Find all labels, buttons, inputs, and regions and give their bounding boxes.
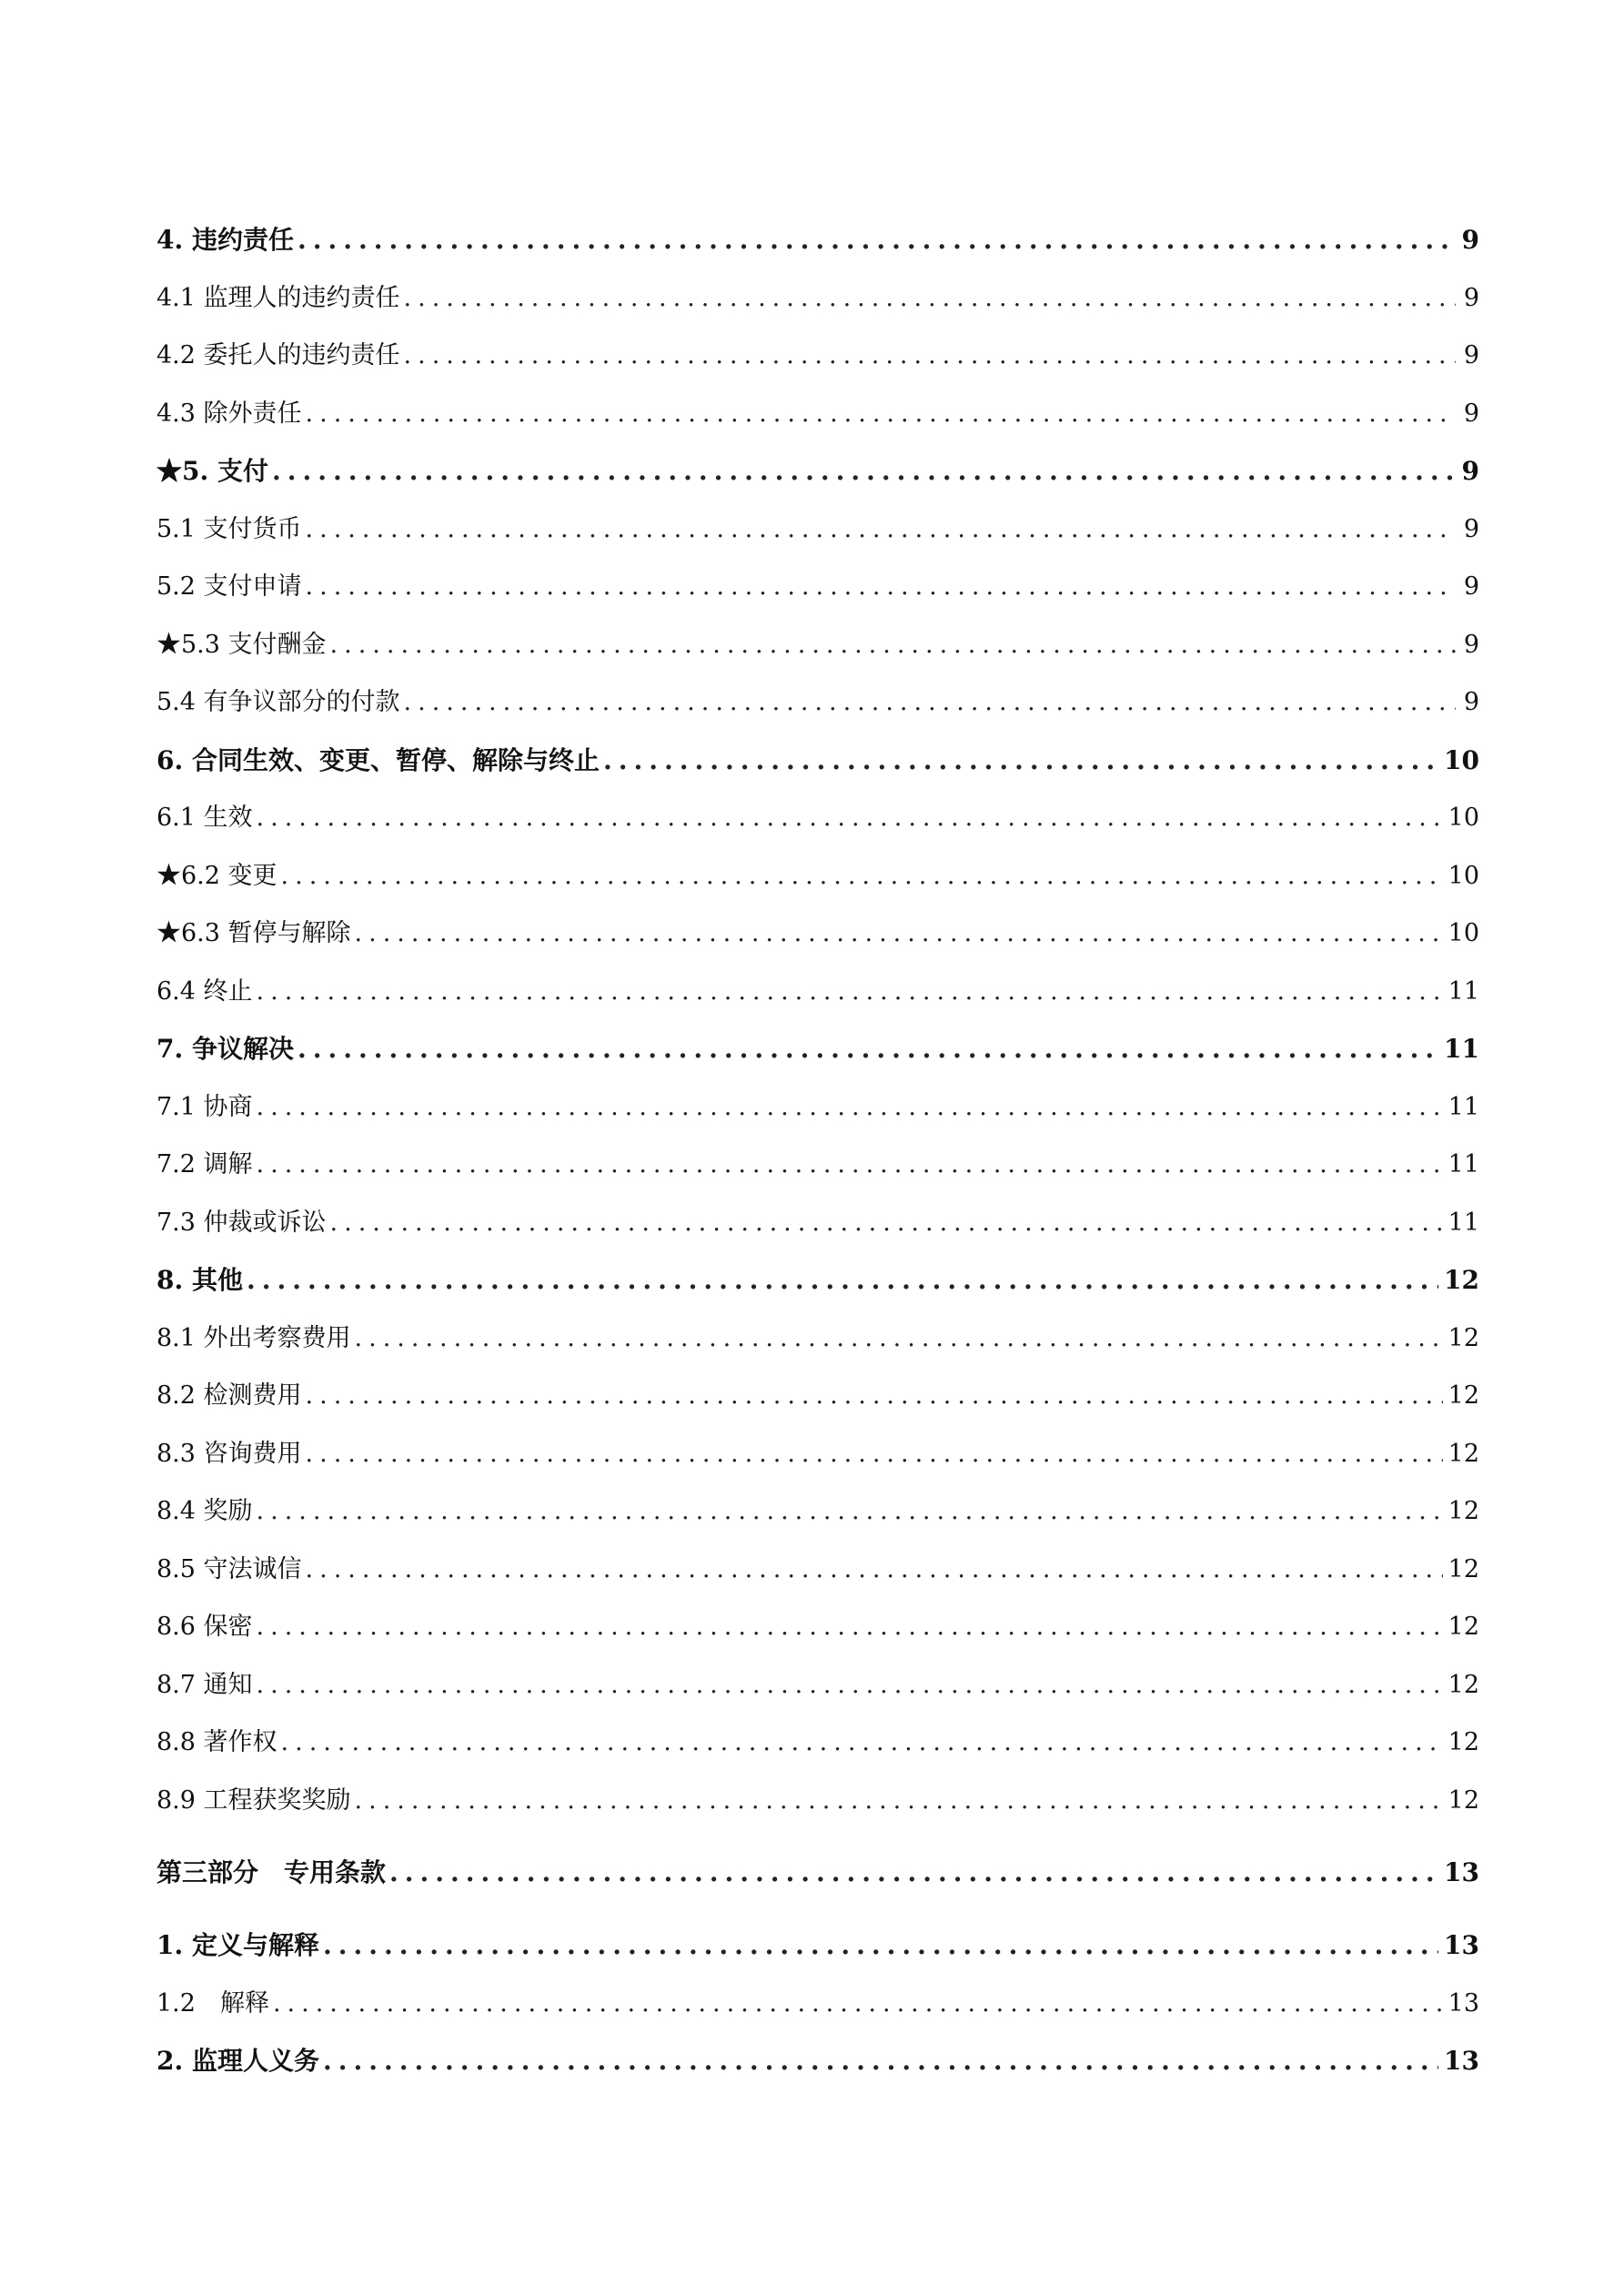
dot-leader — [306, 558, 1456, 616]
toc-entry-title: ★5. 支付 — [156, 456, 268, 486]
dot-leader — [257, 1078, 1443, 1137]
toc-entry-title: 7.1 协商 — [156, 1092, 253, 1121]
dot-leader — [389, 1836, 1438, 1909]
toc-entry-title: 8.1 外出考察费用 — [156, 1323, 351, 1352]
toc-subsection-entry[interactable] — [156, 1772, 1479, 1830]
toc-page-number: 9 — [1461, 456, 1479, 486]
toc-entry-title: 8.2 检测费用 — [156, 1381, 302, 1410]
toc-page-number: 13 — [1447, 1988, 1479, 2018]
dot-leader — [257, 963, 1443, 1021]
toc-subsection-entry[interactable] — [156, 673, 1479, 732]
toc-entry-title: 第三部分 专用条款 — [156, 1857, 387, 1887]
toc-entry-title: 5.1 支付货币 — [156, 514, 302, 543]
toc-subsection-entry[interactable] — [156, 1367, 1479, 1425]
toc-page-number: 12 — [1447, 1439, 1479, 1468]
toc-page-number: 12 — [1447, 1323, 1479, 1352]
toc-entry-title: 2. 监理人义务 — [156, 2046, 319, 2076]
toc-subsection-entry[interactable] — [156, 1656, 1479, 1714]
toc-entry-title: 5.2 支付申请 — [156, 572, 302, 601]
dot-leader — [330, 1194, 1443, 1252]
toc-entry-title: 8.4 奖励 — [156, 1497, 253, 1525]
toc-entry-title: 8.6 保密 — [156, 1613, 253, 1641]
toc-subsection-entry[interactable] — [156, 1310, 1479, 1368]
dot-leader — [257, 1598, 1443, 1656]
dot-leader — [306, 1367, 1443, 1425]
toc-page-number: 12 — [1447, 1381, 1479, 1410]
toc-page-number: 12 — [1447, 1670, 1479, 1699]
toc-subsection-entry[interactable] — [156, 905, 1479, 963]
toc-entry-title: 6. 合同生效、变更、暂停、解除与终止 — [156, 744, 600, 775]
toc-page-number: 12 — [1447, 1785, 1479, 1815]
toc-entry-title: 4.2 委托人的违约责任 — [156, 341, 400, 369]
dot-leader — [257, 1482, 1443, 1541]
toc-subsection-entry[interactable] — [156, 963, 1479, 1021]
dot-leader — [323, 2032, 1438, 2090]
dot-leader — [404, 673, 1456, 732]
toc-entry-title: ★6.2 变更 — [156, 861, 277, 890]
toc-subsection-entry[interactable] — [156, 558, 1479, 616]
toc-subsection-entry[interactable] — [156, 847, 1479, 905]
toc-entry-title: 7. 争议解决 — [156, 1034, 294, 1064]
dot-leader — [330, 616, 1456, 674]
toc-subsection-entry[interactable] — [156, 327, 1479, 385]
toc-page-number: 11 — [1447, 1150, 1479, 1178]
toc-page-number: 9 — [1463, 688, 1479, 716]
dot-leader — [306, 1425, 1443, 1483]
toc-subsection-entry[interactable] — [156, 1482, 1479, 1541]
toc-entry-title: 7.2 调解 — [156, 1150, 253, 1178]
dot-leader — [257, 1136, 1443, 1194]
toc-section-entry[interactable] — [156, 2032, 1479, 2090]
toc-subsection-entry[interactable] — [156, 1598, 1479, 1656]
toc-page-number: 11 — [1444, 1034, 1479, 1064]
toc-entry-title: 8.3 咨询费用 — [156, 1439, 302, 1468]
toc-page-number: 12 — [1447, 1613, 1479, 1641]
toc-subsection-entry[interactable] — [156, 789, 1479, 847]
toc-subsection-entry[interactable] — [156, 501, 1479, 559]
toc-page-number: 11 — [1447, 976, 1479, 1006]
toc-page-number: 13 — [1444, 1930, 1479, 1960]
toc-entry-title: 4. 违约责任 — [156, 225, 294, 255]
toc-entry-title: 8.7 通知 — [156, 1670, 253, 1699]
toc-entry-title: 8.5 守法诚信 — [156, 1554, 302, 1583]
toc-part-heading[interactable] — [156, 1836, 1479, 1909]
table-of-contents — [156, 211, 1479, 2090]
dot-leader — [281, 847, 1443, 905]
toc-page-number: 12 — [1447, 1554, 1479, 1583]
toc-page-number: 10 — [1447, 919, 1479, 947]
toc-subsection-entry[interactable] — [156, 1714, 1479, 1772]
toc-entry-title: 8.8 著作权 — [156, 1728, 277, 1756]
toc-section-entry[interactable] — [156, 211, 1479, 269]
toc-page-number: 12 — [1447, 1728, 1479, 1756]
dot-leader — [404, 269, 1456, 328]
toc-page-number: 12 — [1444, 1265, 1479, 1295]
toc-page-number: 9 — [1463, 399, 1479, 428]
toc-section-entry[interactable] — [156, 1251, 1479, 1310]
toc-subsection-entry[interactable] — [156, 269, 1479, 328]
toc-subsection-entry[interactable] — [156, 1425, 1479, 1483]
dot-leader — [355, 1772, 1443, 1830]
toc-entry-title: 8. 其他 — [156, 1265, 243, 1295]
toc-subsection-entry[interactable] — [156, 1975, 1479, 2033]
toc-section-entry[interactable] — [156, 732, 1479, 790]
toc-page-number: 9 — [1461, 225, 1479, 255]
dot-leader — [257, 789, 1443, 847]
toc-page-number: 10 — [1447, 804, 1479, 832]
toc-page-number: 9 — [1463, 630, 1479, 659]
toc-page-number: 10 — [1444, 744, 1479, 775]
toc-page-number: 9 — [1463, 514, 1479, 543]
toc-subsection-entry[interactable] — [156, 1541, 1479, 1599]
dot-leader — [603, 732, 1438, 790]
toc-entry-title: 6.1 生效 — [156, 804, 253, 832]
dot-leader — [355, 1310, 1443, 1368]
toc-page-number: 13 — [1444, 1857, 1479, 1887]
toc-page-number: 11 — [1447, 1208, 1479, 1237]
toc-subsection-entry[interactable] — [156, 1194, 1479, 1252]
dot-leader — [306, 385, 1456, 443]
dot-leader — [298, 1020, 1438, 1078]
dot-leader — [355, 905, 1443, 963]
toc-entry-title: 6.4 终止 — [156, 976, 253, 1006]
toc-entry-title: 8.9 工程获奖奖励 — [156, 1785, 351, 1815]
dot-leader — [247, 1251, 1438, 1310]
toc-entry-title: 1. 定义与解释 — [156, 1930, 319, 1960]
toc-page-number: 9 — [1463, 341, 1479, 369]
toc-subsection-entry[interactable] — [156, 616, 1479, 674]
dot-leader — [404, 327, 1456, 385]
toc-entry-title: ★5.3 支付酬金 — [156, 630, 327, 659]
toc-page-number: 10 — [1447, 861, 1479, 890]
dot-leader — [306, 501, 1456, 559]
dot-leader — [272, 442, 1456, 501]
toc-section-entry[interactable] — [156, 1020, 1479, 1078]
dot-leader — [306, 1541, 1443, 1599]
toc-section-entry[interactable] — [156, 1917, 1479, 1975]
dot-leader — [257, 1656, 1443, 1714]
toc-entry-title: 4.3 除外责任 — [156, 399, 302, 428]
dot-leader — [273, 1975, 1443, 2033]
toc-section-entry[interactable] — [156, 442, 1479, 501]
dot-leader — [323, 1917, 1438, 1975]
toc-subsection-entry[interactable] — [156, 1136, 1479, 1194]
dot-leader — [298, 211, 1456, 269]
toc-entry-title: 7.3 仲裁或诉讼 — [156, 1208, 327, 1237]
toc-entry-title: 1.2 解释 — [156, 1988, 269, 2018]
toc-entry-title: 4.1 监理人的违约责任 — [156, 283, 400, 312]
toc-entry-title: ★6.3 暂停与解除 — [156, 919, 351, 947]
toc-page-number: 9 — [1463, 283, 1479, 312]
toc-page-number: 12 — [1447, 1497, 1479, 1525]
toc-subsection-entry[interactable] — [156, 385, 1479, 443]
toc-entry-title: 5.4 有争议部分的付款 — [156, 688, 400, 716]
dot-leader — [281, 1714, 1443, 1772]
toc-page-number: 11 — [1447, 1092, 1479, 1121]
toc-page-number: 13 — [1444, 2046, 1479, 2076]
toc-page-number: 9 — [1463, 572, 1479, 601]
toc-subsection-entry[interactable] — [156, 1078, 1479, 1137]
